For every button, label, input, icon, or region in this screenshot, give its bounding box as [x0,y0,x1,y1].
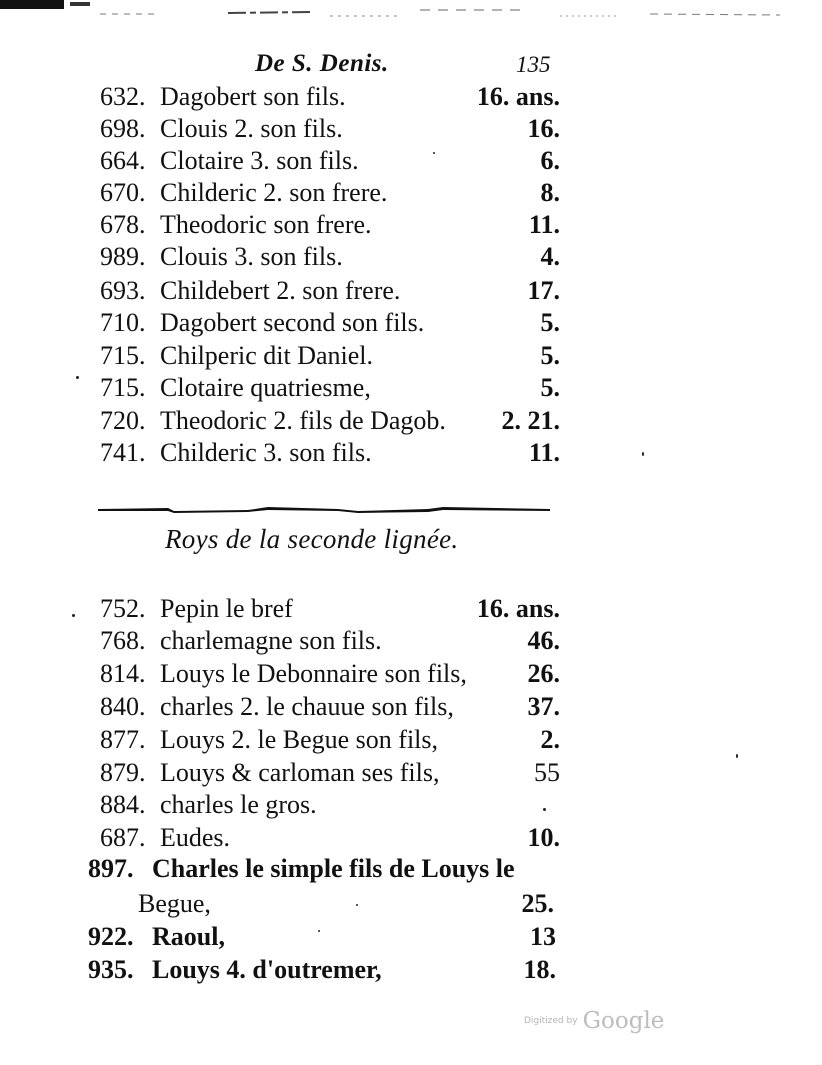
scan-speck [318,930,320,932]
reign-start-year: 678. [100,210,146,239]
scan-speck [356,904,358,906]
scan-speck [76,376,79,379]
list-item [88,953,556,987]
google-logo: Google [582,1008,665,1034]
king-name: Eudes. [160,823,231,852]
list-item [100,240,560,274]
reign-start-year: 720. [100,406,146,435]
reign-start-year: 632. [100,82,146,111]
reign-start-year: 989. [100,242,146,271]
reign-length: 18. [523,955,556,984]
reign-length: 26. [527,659,560,688]
king-name: Clouis 3. son fils. [160,242,343,271]
list-item [100,112,560,146]
reign-length: 17. [527,276,560,305]
section-divider [98,506,550,513]
list-item [100,592,560,626]
reign-start-year: 879. [100,758,146,787]
reign-start-year: 884. [100,790,146,819]
reign-length: 37. [527,692,560,721]
list-item [100,306,560,340]
list-item [100,371,560,405]
reign-length: 4. [540,242,560,271]
watermark-prefix: Digitized by [524,1016,578,1026]
reign-length: 25. [521,889,554,918]
reign-start-year: 877. [100,725,146,754]
digitization-watermark [524,1008,664,1034]
king-name: Dagobert second son fils. [160,308,425,337]
reign-length: 16. ans. [476,594,560,623]
king-name: Louys le Debonnaire son fils, [160,659,467,688]
reign-start-year: 922. [88,922,134,951]
reign-start-year: 897. [88,854,134,883]
reign-start-year: 935. [88,955,134,984]
list-item [100,657,560,691]
list-item [88,920,556,954]
scan-speck [543,808,546,811]
list-item [100,80,560,114]
list-item [100,436,560,470]
reign-start-year: 670. [100,178,146,207]
king-name: Clotaire quatriesme, [160,373,371,402]
reign-length: 16. [527,114,560,143]
list-item [100,690,560,724]
scan-speck [433,152,435,154]
list-item-continuation [138,887,554,921]
king-name: Pepin le bref [160,594,293,623]
reign-length: 5. [540,373,560,402]
reign-length: 16. ans. [476,82,560,111]
section-heading: Roys de la seconde lignée. [165,524,459,554]
reign-length: 8. [540,178,560,207]
reign-start-year: 693. [100,276,146,305]
scan-speck [642,452,644,456]
list-item [100,788,560,822]
reign-start-year: 741. [100,438,146,467]
king-name: Childeric 3. son fils. [160,438,372,467]
king-name: Dagobert son fils. [160,82,346,111]
list-item [100,144,560,178]
reign-start-year: 814. [100,659,146,688]
king-name: charles le gros. [160,790,317,819]
reign-start-year: 715. [100,341,146,370]
list-item [88,852,556,886]
scan-speck [72,614,75,617]
king-name-continuation: Begue, [138,889,211,918]
king-name: Clouis 2. son fils. [160,114,343,143]
reign-start-year: 710. [100,308,146,337]
list-item [100,339,560,373]
reign-length: 5. [540,308,560,337]
king-name: Charles le simple fils de Louys le [152,854,515,883]
king-name: Raoul, [152,922,225,951]
king-name: Louys 2. le Begue son fils, [160,725,439,754]
reign-start-year: 664. [100,146,146,175]
list-item [100,274,560,308]
list-item [100,176,560,210]
king-name: Chilperic dit Daniel. [160,341,374,370]
page-header [0,46,822,82]
reign-length: 11. [528,438,560,467]
reign-start-year: 752. [100,594,146,623]
reign-start-year: 687. [100,823,146,852]
list-item [100,624,560,658]
king-name: Childeric 2. son frere. [160,178,388,207]
reign-length: 11. [528,210,560,239]
reign-length: 13 [530,922,556,951]
scan-speck [736,754,738,758]
running-title: De S. Denis. [255,50,389,77]
reign-start-year: 840. [100,692,146,721]
list-item [100,821,560,855]
king-name: Childebert 2. son frere. [160,276,401,305]
king-name: Clotaire 3. son fils. [160,146,359,175]
reign-length: 2. [540,725,560,754]
reign-length: 2. 21. [501,406,560,435]
king-name: Louys 4. d'outremer, [152,955,382,984]
reign-start-year: 768. [100,626,146,655]
king-name: charles 2. le chauue son fils, [160,692,454,721]
page-number: 135 [516,52,551,77]
reign-length: 55 [534,758,560,787]
king-name: Theodoric 2. fils de Dagob. [160,406,446,435]
reign-length: 10. [527,823,560,852]
reign-length: 46. [527,626,560,655]
list-item [100,404,560,438]
king-name: charlemagne son fils. [160,626,382,655]
king-name: Louys & carloman ses fils, [160,758,440,787]
reign-length: 6. [540,146,560,175]
scan-edge-marks [0,0,822,24]
list-item [100,723,560,757]
list-item [100,208,560,242]
reign-start-year: 698. [100,114,146,143]
king-name: Theodoric son frere. [160,210,372,239]
reign-start-year: 715. [100,373,146,402]
reign-length: 5. [540,341,560,370]
list-item [100,756,560,790]
